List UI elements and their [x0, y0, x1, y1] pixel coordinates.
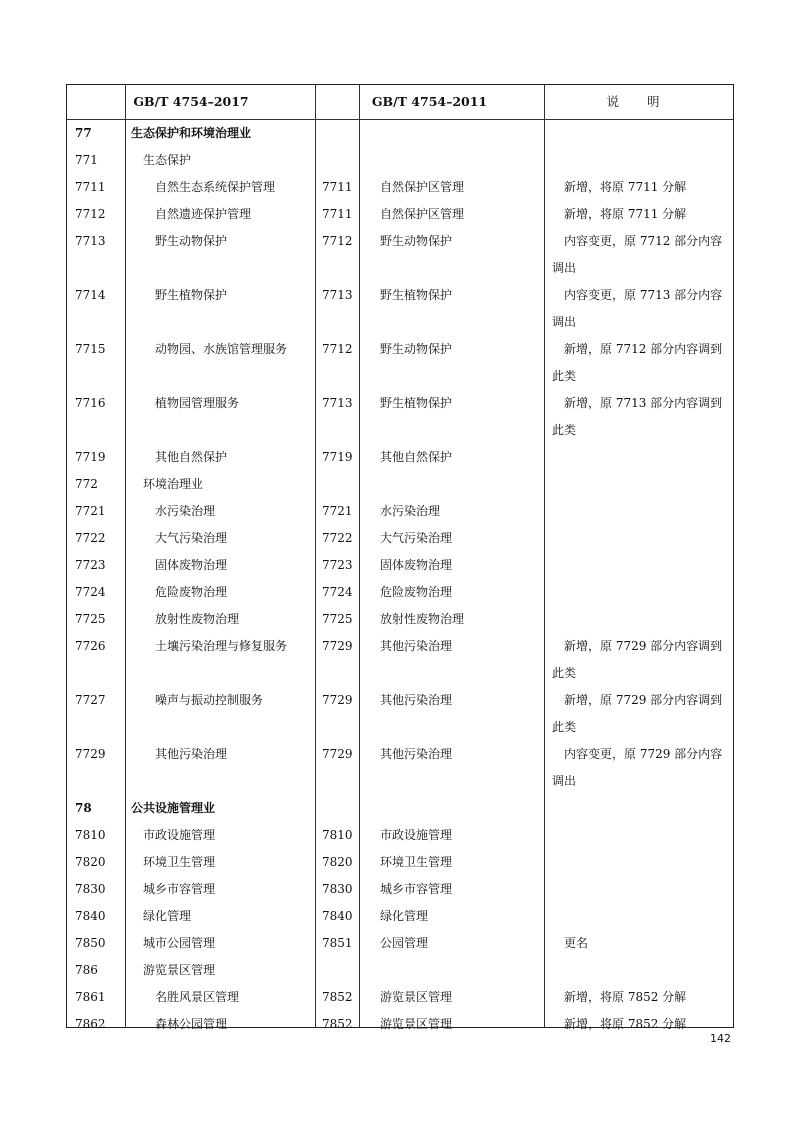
table-row [67, 876, 733, 903]
class-code: 7722 [75, 531, 106, 545]
change-note: 新增，将原 7711 分解 [564, 207, 687, 221]
class-name: 名胜风景区管理 [155, 990, 240, 1004]
table-row [67, 201, 733, 228]
table-row [67, 174, 733, 201]
old-class-name: 自然保护区管理 [380, 207, 465, 221]
old-class-name: 固体废物治理 [380, 558, 453, 572]
change-note: 新增，将原 7852 分解 [564, 1017, 687, 1031]
old-class-code: 7724 [322, 585, 353, 599]
old-class-code: 7711 [322, 207, 353, 221]
class-code: 7862 [75, 1017, 106, 1031]
table-row [67, 228, 733, 282]
change-note [552, 606, 730, 633]
old-class-name: 野生动物保护 [380, 342, 453, 356]
table-row [67, 687, 733, 741]
class-code: 7724 [75, 585, 106, 599]
change-note: 内容变更，原 7729 部分内容调出 [552, 747, 723, 788]
table-row [67, 903, 733, 930]
page-number: 142 [710, 1032, 731, 1045]
class-code: 7719 [75, 450, 106, 464]
table-row [67, 1011, 733, 1038]
class-code: 7840 [75, 909, 106, 923]
old-class-code: 7725 [322, 612, 353, 626]
old-class-name: 其他污染治理 [380, 747, 453, 761]
old-class-name: 大气污染治理 [380, 531, 453, 545]
change-note [552, 498, 730, 525]
old-class-code: 7723 [322, 558, 353, 572]
table-row [67, 498, 733, 525]
class-code: 772 [75, 477, 98, 491]
old-class-name: 游览景区管理 [380, 990, 453, 1004]
table-row [67, 633, 733, 687]
change-note: 新增，原 7712 部分内容调到此类 [552, 342, 723, 383]
change-note [552, 957, 730, 984]
table-row [67, 390, 733, 444]
class-name: 动物园、水族馆管理服务 [155, 342, 288, 356]
old-class-name: 绿化管理 [380, 909, 429, 923]
change-note [552, 120, 730, 147]
class-name: 环境卫生管理 [143, 855, 216, 869]
old-class-name: 环境卫生管理 [380, 855, 453, 869]
header-old-standard: GB/T 4754–2011 [371, 94, 488, 109]
table-row [67, 525, 733, 552]
change-note [552, 525, 730, 552]
class-code: 7726 [75, 639, 106, 653]
class-name: 森林公园管理 [155, 1017, 228, 1031]
old-class-code: 7729 [322, 693, 353, 707]
class-name: 野生植物保护 [155, 288, 228, 302]
classification-table [66, 84, 734, 1031]
old-class-name: 危险废物治理 [380, 585, 453, 599]
old-class-name: 野生植物保护 [380, 288, 453, 302]
old-class-code: 7713 [322, 288, 353, 302]
change-note: 新增，将原 7711 分解 [564, 180, 687, 194]
class-name: 植物园管理服务 [155, 396, 240, 410]
class-code: 7716 [75, 396, 106, 410]
class-name: 城乡市容管理 [143, 882, 216, 896]
class-name: 放射性废物治理 [155, 612, 240, 626]
class-code: 7820 [75, 855, 106, 869]
class-code: 7713 [75, 234, 106, 248]
old-class-code: 7719 [322, 450, 353, 464]
class-name: 自然遗迹保护管理 [155, 207, 252, 221]
old-class-code: 7851 [322, 936, 353, 950]
class-name: 自然生态系统保护管理 [155, 180, 276, 194]
change-note: 内容变更，原 7712 部分内容调出 [552, 234, 723, 275]
header-note: 说 明 [606, 94, 672, 109]
class-code: 77 [75, 126, 92, 140]
table-row [67, 336, 733, 390]
old-class-code: 7712 [322, 342, 353, 356]
class-name: 绿化管理 [143, 909, 192, 923]
class-code: 7830 [75, 882, 106, 896]
table-row [67, 471, 733, 498]
class-name: 公共设施管理业 [131, 801, 216, 815]
class-name: 其他污染治理 [155, 747, 228, 761]
class-code: 7721 [75, 504, 106, 518]
old-class-name: 游览景区管理 [380, 1017, 453, 1031]
class-code: 7810 [75, 828, 106, 842]
table-row [67, 822, 733, 849]
class-code: 7861 [75, 990, 106, 1004]
class-code: 7711 [75, 180, 106, 194]
old-class-name: 水污染治理 [380, 504, 441, 518]
old-class-code: 7729 [322, 639, 353, 653]
old-class-code: 7712 [322, 234, 353, 248]
table-row [67, 444, 733, 471]
class-code: 7727 [75, 693, 106, 707]
class-code: 7850 [75, 936, 106, 950]
change-note [552, 822, 730, 849]
class-code: 78 [75, 801, 92, 815]
class-name: 噪声与振动控制服务 [155, 693, 264, 707]
old-class-name: 其他污染治理 [380, 693, 453, 707]
old-class-code: 7840 [322, 909, 353, 923]
class-name: 生态保护 [143, 153, 192, 167]
class-name: 危险废物治理 [155, 585, 228, 599]
class-name: 市政设施管理 [143, 828, 216, 842]
old-class-name: 自然保护区管理 [380, 180, 465, 194]
table-row [67, 579, 733, 606]
class-name: 其他自然保护 [155, 450, 228, 464]
table-row [67, 147, 733, 174]
class-code: 7714 [75, 288, 106, 302]
change-note: 内容变更，原 7713 部分内容调出 [552, 288, 723, 329]
class-name: 生态保护和环境治理业 [131, 126, 252, 140]
change-note [552, 147, 730, 174]
class-name: 游览景区管理 [143, 963, 216, 977]
table-row [67, 795, 733, 822]
old-class-name: 其他自然保护 [380, 450, 453, 464]
class-name: 固体废物治理 [155, 558, 228, 572]
change-note: 更名 [564, 936, 589, 950]
change-note [552, 552, 730, 579]
change-note [552, 444, 730, 471]
change-note [552, 795, 730, 822]
old-class-code: 7830 [322, 882, 353, 896]
class-name: 水污染治理 [155, 504, 216, 518]
table-row [67, 957, 733, 984]
change-note [552, 876, 730, 903]
table-row [67, 552, 733, 579]
class-name: 大气污染治理 [155, 531, 228, 545]
old-class-code: 7713 [322, 396, 353, 410]
change-note: 新增，原 7729 部分内容调到此类 [552, 639, 723, 680]
class-code: 7729 [75, 747, 106, 761]
old-class-name: 野生植物保护 [380, 396, 453, 410]
class-name: 城市公园管理 [143, 936, 216, 950]
old-class-code: 7711 [322, 180, 353, 194]
old-class-code: 7722 [322, 531, 353, 545]
table-row [67, 120, 733, 147]
change-note [552, 903, 730, 930]
table-row [67, 282, 733, 336]
class-code: 7725 [75, 612, 106, 626]
table-row [67, 606, 733, 633]
table-row [67, 849, 733, 876]
change-note [552, 471, 730, 498]
header-new-standard: GB/T 4754–2017 [133, 94, 249, 109]
class-name: 土壤污染治理与修复服务 [155, 639, 288, 653]
class-name: 环境治理业 [143, 477, 204, 491]
table-row [67, 741, 733, 795]
old-class-name: 野生动物保护 [380, 234, 453, 248]
old-class-name: 其他污染治理 [380, 639, 453, 653]
change-note [552, 849, 730, 876]
table-row [67, 984, 733, 1011]
class-code: 7715 [75, 342, 106, 356]
change-note: 新增，原 7713 部分内容调到此类 [552, 396, 723, 437]
old-class-name: 公园管理 [380, 936, 429, 950]
old-class-code: 7820 [322, 855, 353, 869]
old-class-code: 7852 [322, 990, 353, 1004]
class-name: 野生动物保护 [155, 234, 228, 248]
old-class-code: 7810 [322, 828, 353, 842]
old-class-name: 放射性废物治理 [380, 612, 465, 626]
old-class-code: 7721 [322, 504, 353, 518]
change-note: 新增，将原 7852 分解 [564, 990, 687, 1004]
change-note: 新增，原 7729 部分内容调到此类 [552, 693, 723, 734]
change-note [552, 579, 730, 606]
class-code: 786 [75, 963, 98, 977]
class-code: 771 [75, 153, 98, 167]
old-class-name: 市政设施管理 [380, 828, 453, 842]
old-class-code: 7852 [322, 1017, 353, 1031]
table-row [67, 930, 733, 957]
class-code: 7712 [75, 207, 106, 221]
class-code: 7723 [75, 558, 106, 572]
old-class-name: 城乡市容管理 [380, 882, 453, 896]
old-class-code: 7729 [322, 747, 353, 761]
